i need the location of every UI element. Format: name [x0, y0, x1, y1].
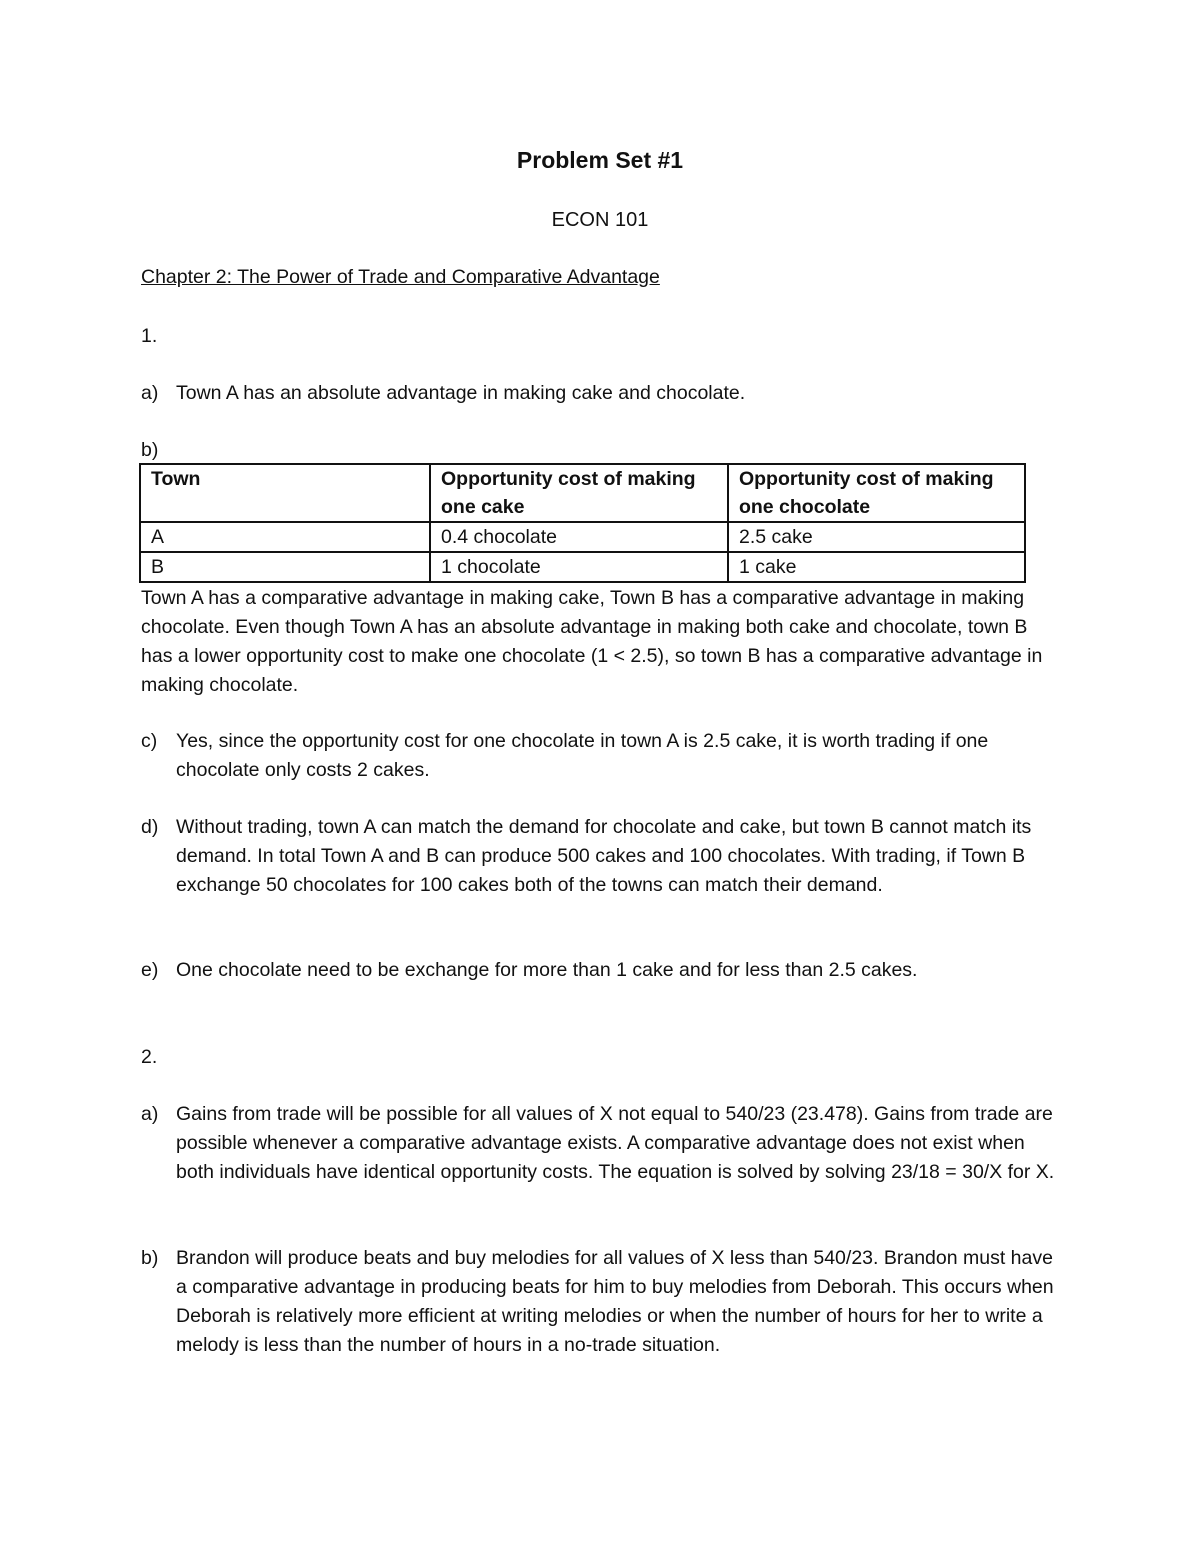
table-cell: 1 cake: [728, 552, 1025, 582]
q2-part-a-text: Gains from trade will be possible for all values of X not equal to 540/23 (23.478). Gains from trade are possible whenever a comparative advantage exists. A comparative advantage does not exist when both individuals have identical opportunity costs. The equation is solved by solving 23/18 = 30/X for X.: [176, 1103, 1055, 1183]
q1-part-d-text: Without trading, town A can match the demand for chocolate and cake, but town B cannot match its demand. In total Town A and B can produce 500 cakes and 100 chocolates. With trading, if Town B exchange 50 chocolates for 100 cakes both of the towns can match their demand.: [176, 816, 1032, 896]
chapter-heading: Chapter 2: The Power of Trade and Comparative Advantage: [141, 266, 660, 288]
q2-part-a-label: a): [141, 1103, 159, 1125]
q1-explanation: Town A has a comparative advantage in making cake, Town B has a comparative advantage in making chocolate. Even though Town A has an absolute advantage in making both cake and chocolate, town B has a lower opportunity cost to make one chocolate (1 < 2.5), so town B has a comparative advantage in making chocolate.: [141, 587, 1043, 696]
page-title: Problem Set #1: [516, 147, 684, 173]
table-cell: B: [140, 552, 430, 582]
opportunity-cost-table: [139, 463, 1026, 583]
table-header-row: [140, 464, 1025, 522]
table-cell: A: [140, 522, 430, 552]
table-row: [140, 552, 1025, 582]
q2-part-b-text: Brandon will produce beats and buy melodies for all values of X less than 540/23. Brandon must have a comparative advantage in producing beats for him to buy melodies from Deborah. This occurs when Deborah is relatively more efficient at writing melodies or when the number of hours for her to write a melody is less than the number of hours in a no-trade situation.: [176, 1247, 1054, 1356]
q1-part-e: [141, 956, 1061, 985]
q1-part-c-label: c): [141, 730, 158, 752]
q1-part-c-text: Yes, since the opportunity cost for one chocolate in town A is 2.5 cake, it is worth trading if one chocolate only costs 2 cakes.: [176, 730, 989, 781]
q1-part-e-text: One chocolate need to be exchange for more than 1 cake and for less than 2.5 cakes.: [176, 959, 918, 981]
q2-part-b-label: b): [141, 1247, 159, 1269]
q2-part-b: [141, 1244, 1061, 1360]
course-name: ECON 101: [551, 209, 649, 231]
table-row: [140, 522, 1025, 552]
table-header-cell: Town: [140, 464, 430, 522]
q1-part-a-label: a): [141, 382, 159, 404]
q1-part-d-label: d): [141, 816, 159, 838]
table-header-cell: Opportunity cost of making one cake: [430, 464, 728, 522]
q1-part-c: [141, 727, 1061, 785]
table-cell: 0.4 chocolate: [430, 522, 728, 552]
question-1-number: 1.: [141, 325, 158, 347]
table-cell: 1 chocolate: [430, 552, 728, 582]
q1-part-b-label: b): [141, 439, 159, 461]
q1-part-d: [141, 813, 1061, 900]
q1-part-a-text: Town A has an absolute advantage in making cake and chocolate.: [176, 382, 746, 404]
q2-part-a: [141, 1100, 1061, 1187]
table-cell: 2.5 cake: [728, 522, 1025, 552]
question-2-number: 2.: [141, 1046, 158, 1068]
q1-part-e-label: e): [141, 959, 159, 981]
table-header-cell: Opportunity cost of making one chocolate: [728, 464, 1025, 522]
q1-part-a: [141, 379, 1061, 408]
